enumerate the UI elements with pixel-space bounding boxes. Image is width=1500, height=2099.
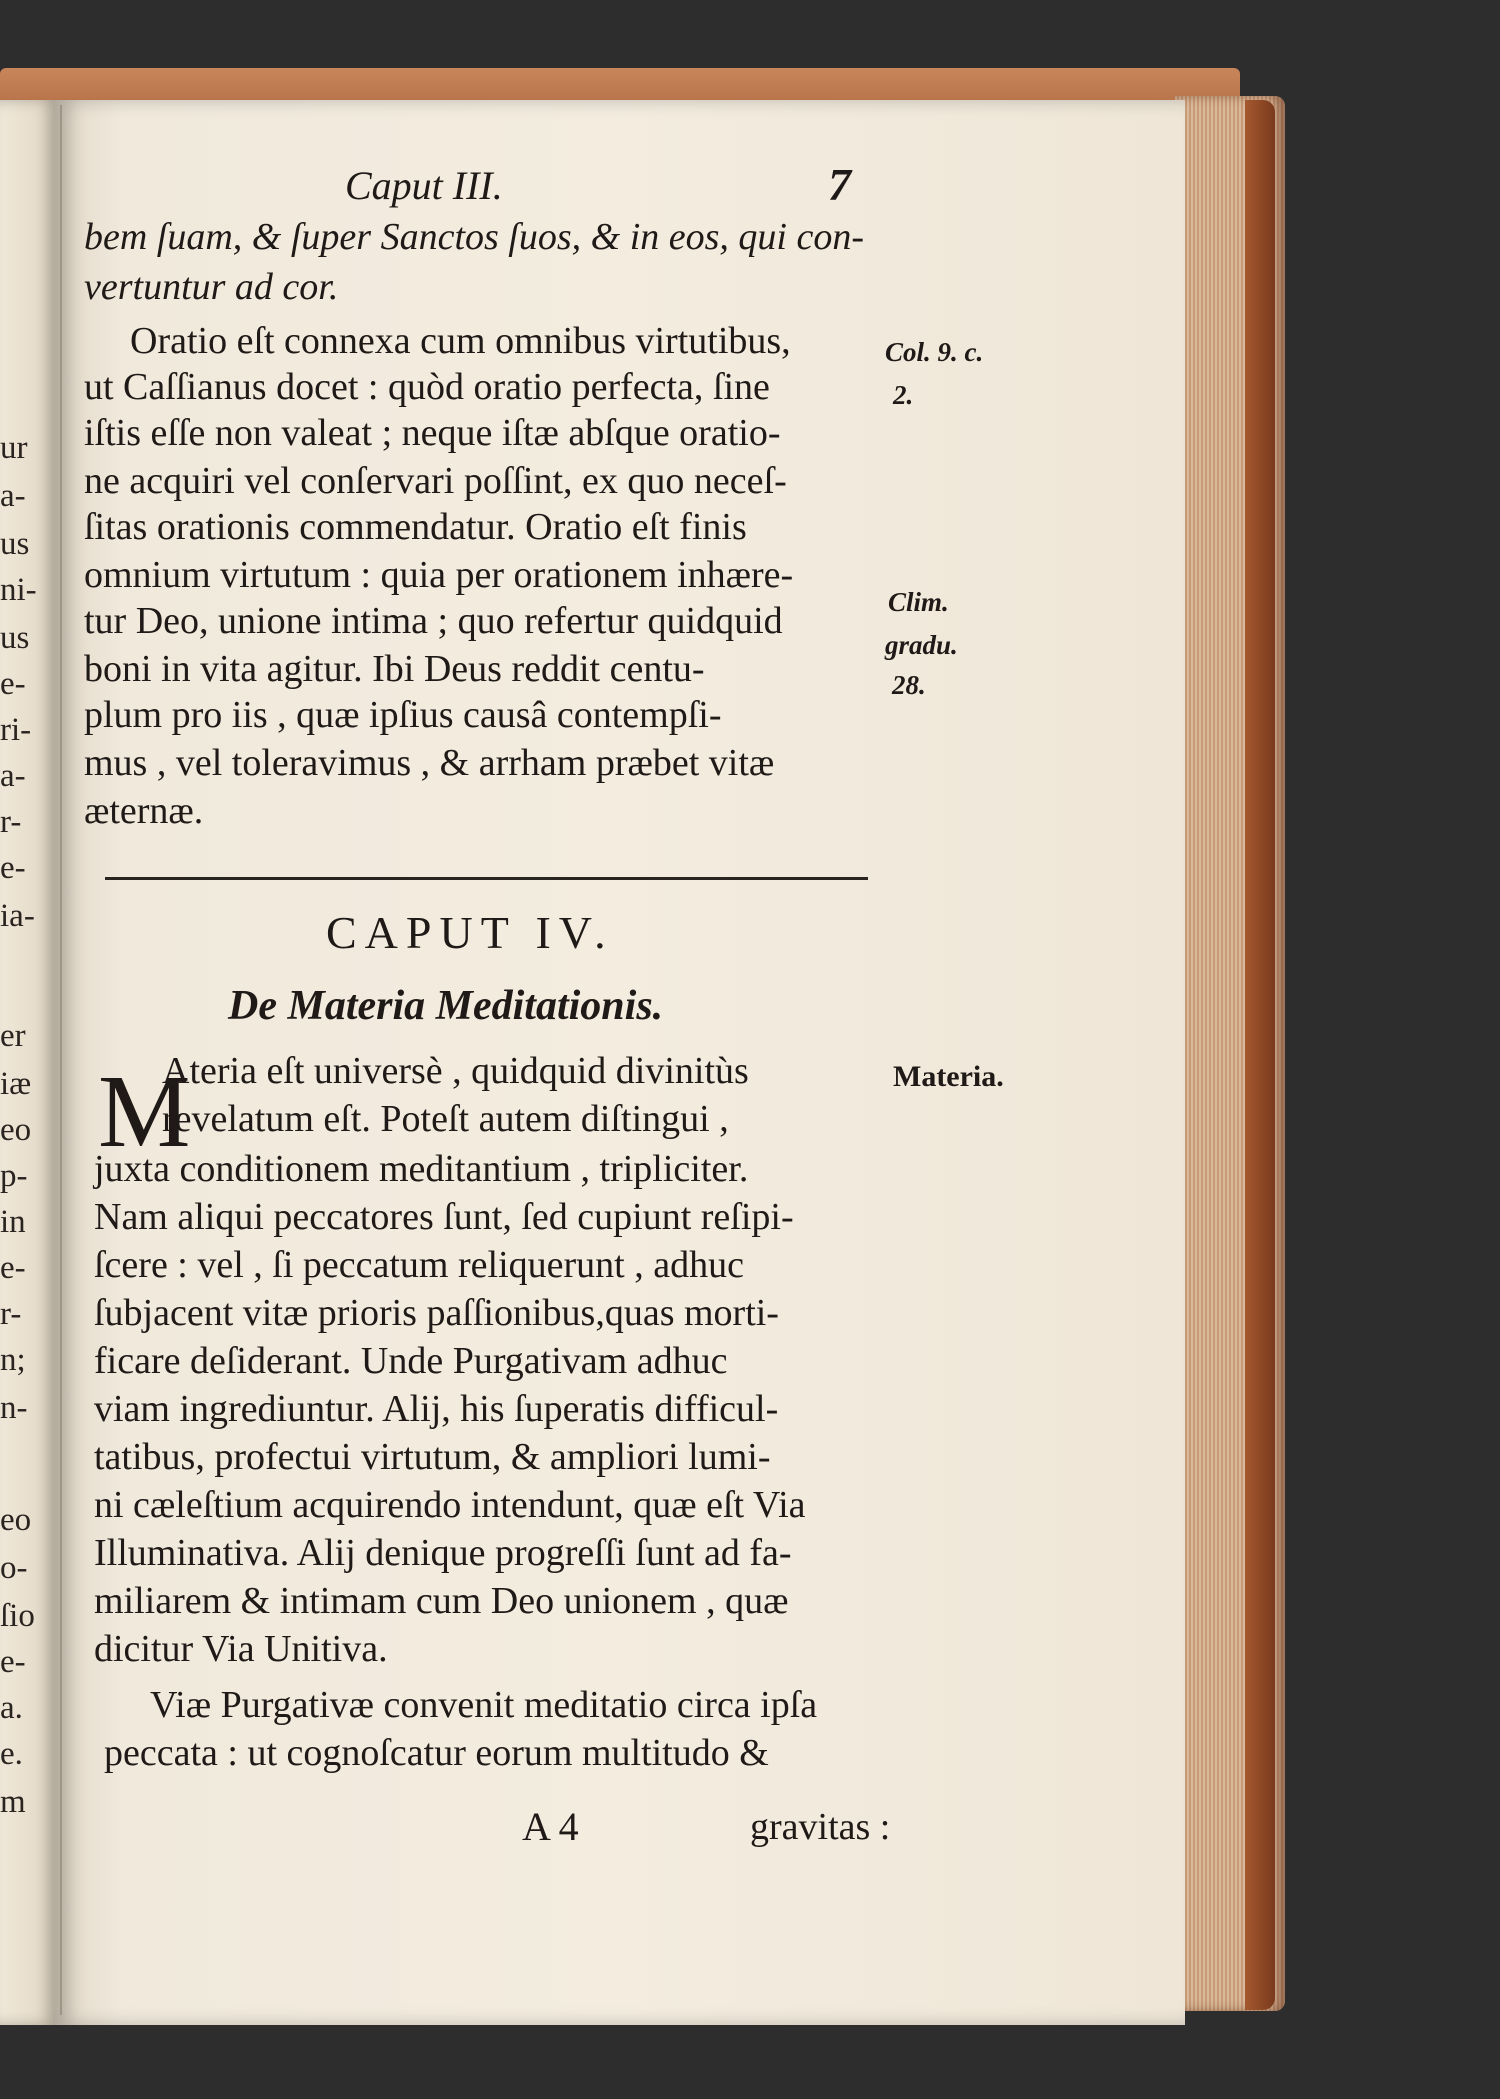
left-page-fragment: n;: [0, 1342, 26, 1378]
book-cover-edge: [1245, 100, 1275, 2010]
margin-note-materia: Materia.: [893, 1060, 1004, 1093]
left-page-fragment: r-: [0, 1296, 22, 1332]
text-line: viam ingrediuntur. Alij, his ſuperatis difficul-: [94, 1388, 779, 1430]
chapter-subtitle: De Materia Meditationis.: [228, 983, 664, 1029]
text-line: tur Deo, unione intima ; quo refertur quidquid: [84, 600, 783, 642]
left-page-fragment: eo: [0, 1502, 32, 1538]
left-page-fragment: e-: [0, 1644, 26, 1680]
text-line: vertuntur ad cor.: [84, 266, 339, 308]
left-page-fragment: a-: [0, 758, 26, 794]
text-line: ſcere : vel , ſi peccatum reliquerunt , adhuc: [94, 1244, 744, 1286]
left-page-fragment: eo: [0, 1112, 32, 1148]
drop-cap: M: [98, 1054, 191, 1169]
text-line: ſitas orationis commendatur. Oratio eſt finis: [84, 506, 747, 548]
text-line: Nam aliqui peccatores ſunt, ſed cupiunt reſipi-: [94, 1196, 794, 1238]
left-page-fragment: iæ: [0, 1066, 32, 1102]
text-line: ne acquiri vel conſervari poſſint, ex quo neceſ-: [84, 460, 787, 502]
left-page-fragment: ur: [0, 430, 28, 466]
text-line: Oratio eſt connexa cum omnibus virtutibus,: [130, 320, 791, 362]
text-line: Illuminativa. Alij denique progreſſi ſunt ad fa-: [94, 1532, 792, 1574]
left-page-fragment: us: [0, 620, 30, 656]
left-page-fragment: m: [0, 1784, 26, 1820]
text-line: miliarem & intimam cum Deo unionem , quæ: [94, 1580, 789, 1622]
text-line: ni cæleſtium acquirendo intendunt, quæ eſt Via: [94, 1484, 806, 1526]
left-page-fragment: er: [0, 1018, 26, 1054]
left-page-fragment: n-: [0, 1390, 28, 1426]
left-page-fragment: a-: [0, 478, 26, 514]
text-line: ut Caſſianus docet : quòd oratio perfecta, ſine: [84, 366, 770, 408]
margin-note-col: Col. 9. c.: [885, 337, 984, 367]
left-page-fragment: ia-: [0, 898, 35, 934]
signature-mark: A 4: [522, 1804, 579, 1849]
margin-note-col-2: 2.: [893, 380, 914, 410]
text-line: iſtis eſſe non valeat ; neque iſtæ abſque oratio-: [84, 412, 781, 454]
text-line: juxta conditionem meditantium , tripliciter.: [94, 1148, 749, 1190]
margin-note-gradu: gradu.: [885, 630, 958, 660]
text-line: boni in vita agitur. Ibi Deus reddit centu-: [84, 648, 705, 690]
left-page-fragment: in: [0, 1204, 26, 1240]
left-page-fragment: r-: [0, 804, 22, 840]
left-page-fragment: p-: [0, 1158, 28, 1194]
text-line: mus , vel toleravimus , & arrham præbet vitæ: [84, 742, 775, 784]
text-line: revelatum eſt. Poteſt autem diſtingui ,: [162, 1098, 729, 1140]
left-page-fragment: ſio: [0, 1598, 35, 1634]
left-page-fragment: ri-: [0, 712, 32, 748]
left-page-fragment: us: [0, 526, 30, 562]
chapter-rule: [105, 877, 868, 880]
text-line: omnium virtutum : quia per orationem inhære-: [84, 554, 794, 596]
text-line: tatibus, profectui virtutum, & ampliori lumi-: [94, 1436, 771, 1478]
left-page-fragment: e-: [0, 1250, 26, 1286]
left-page-fragment: e.: [0, 1736, 23, 1772]
running-head: Caput III.: [345, 163, 503, 208]
text-line: bem ſuam, & ſuper Sanctos ſuos, & in eos, qui con-: [84, 216, 864, 258]
text-line: ficare deſiderant. Unde Purgativam adhuc: [94, 1340, 728, 1382]
text-line: Viæ Purgativæ convenit meditatio circa ipſa: [150, 1684, 818, 1726]
left-page-fragment: e-: [0, 666, 26, 702]
chapter-heading: CAPUT IV.: [326, 907, 614, 958]
text-line: plum pro iis , quæ ipſius causâ contempſi-: [84, 694, 722, 736]
left-page-fragment: e-: [0, 850, 26, 886]
margin-note-clim: Clim.: [888, 587, 949, 617]
text-line: dicitur Via Unitiva.: [94, 1628, 388, 1670]
text-line: Ateria eſt universè , quidquid divinitùs: [162, 1050, 749, 1092]
left-page-fragment: a.: [0, 1690, 23, 1726]
margin-note-28: 28.: [892, 670, 926, 700]
text-line: ſubjacent vitæ prioris paſſionibus,quas morti-: [94, 1292, 779, 1334]
gutter: [60, 105, 62, 2015]
left-page-fragment: o-: [0, 1550, 28, 1586]
text-line: peccata : ut cognoſcatur eorum multitudo &: [104, 1732, 769, 1774]
catchword: gravitas :: [750, 1806, 891, 1848]
page-number: 7: [828, 159, 851, 210]
left-page-fragment: ni-: [0, 572, 37, 608]
text-line: æternæ.: [84, 790, 204, 832]
